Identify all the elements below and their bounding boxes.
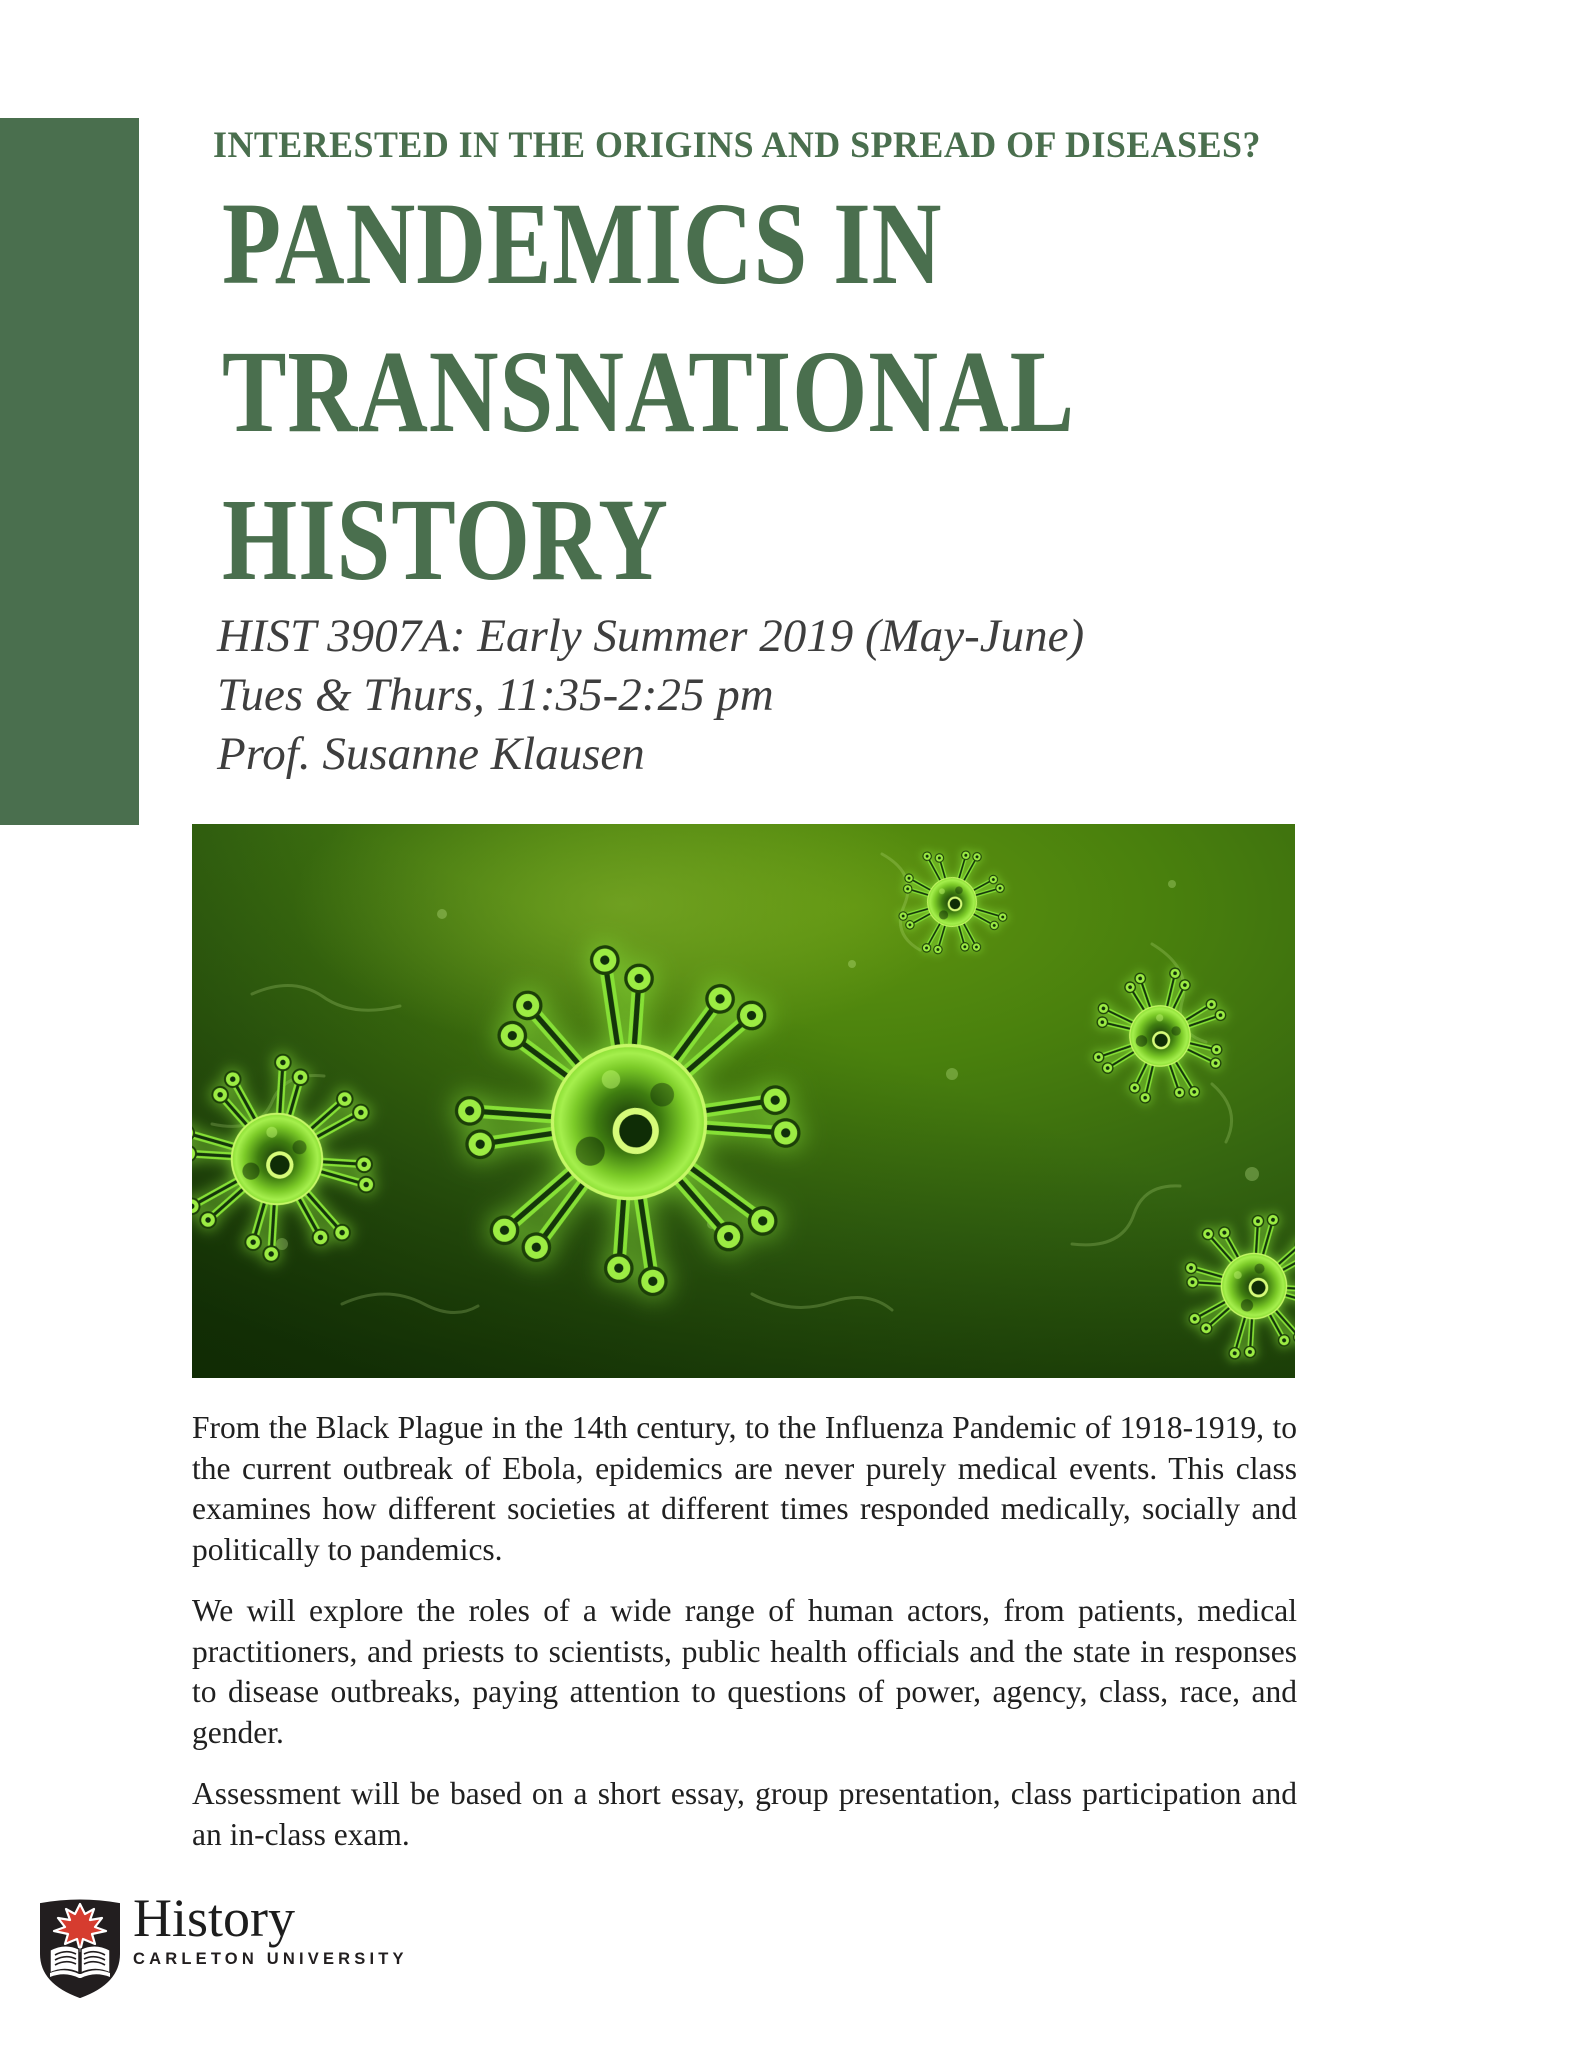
paragraph-overview: From the Black Plague in the 14th century, to the Influenza Pandemic of 1918-1919, to the current outbreak of Ebola, epidemics are never purely medical events. This class examines how different societies at different times responded medically, socially and politically to pandemics. [192, 1410, 1297, 1567]
paragraph-assessment: Assessment will be based on a short essay, group presentation, class participation and an in-class exam. [192, 1776, 1297, 1852]
kicker-line: INTERESTED IN THE ORIGINS AND SPREAD OF DISEASES? [213, 125, 1261, 166]
title-line-1: PANDEMICS IN [222, 178, 943, 309]
university-name: CARLETON UNIVERSITY [133, 1950, 408, 1968]
title-line-2: TRANSNATIONAL [222, 326, 1075, 457]
course-code-term: HIST 3907A: Early Summer 2019 (May-June) [217, 610, 1085, 662]
left-accent-bar [0, 118, 139, 825]
carleton-shield-logo [38, 1897, 122, 1999]
department-name: History [133, 1888, 295, 1948]
course-info [217, 607, 1084, 784]
page-title [222, 170, 1262, 614]
virus-image [192, 824, 1295, 1378]
virus-illustration [192, 824, 1295, 1378]
course-schedule: Tues & Thurs, 11:35-2:25 pm [217, 669, 774, 721]
paragraph-topics: We will explore the roles of a wide range of human actors, from patients, medical practitioners, and priests to scientists, public health officials and the state in responses to disease outbreaks, paying attention to questions of power, agency, class, race, and gender. [192, 1593, 1297, 1750]
title-line-3: HISTORY [222, 474, 669, 605]
department-logo [38, 1888, 538, 2015]
course-professor: Prof. Susanne Klausen [217, 728, 645, 780]
logo-text-block [133, 1889, 408, 1969]
description-text [192, 1408, 1297, 1876]
